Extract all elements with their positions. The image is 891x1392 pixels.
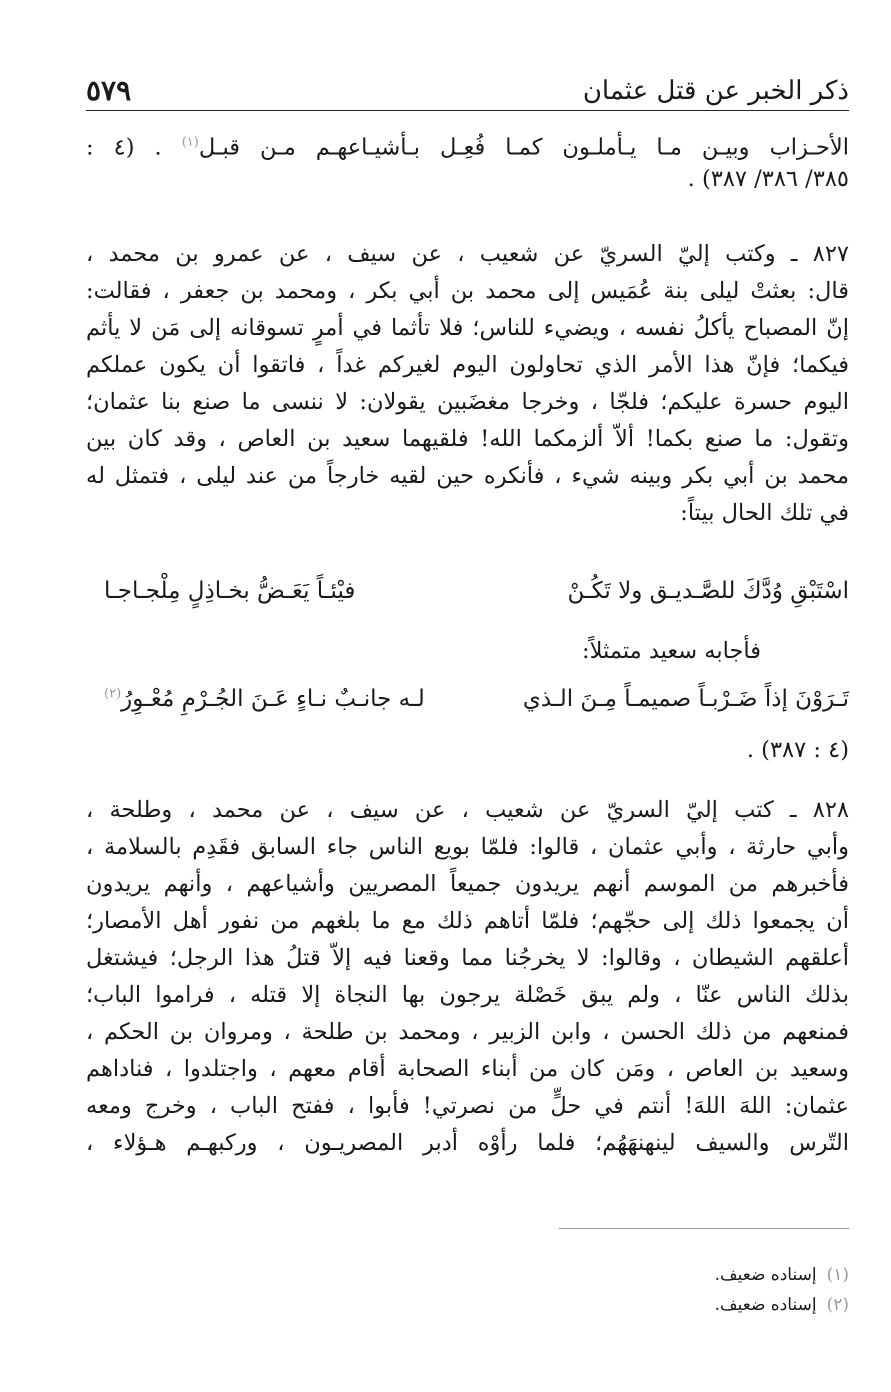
text-line: محمد بن أبي بكر وبينه شيء ، فأنكره حين لقيه خارجاً من عند ليلى ، فتمثل له <box>86 463 849 489</box>
footnote-text: إسناده ضعيف. <box>714 1265 817 1285</box>
footnote-number: (١) <box>826 1265 849 1285</box>
text-line: إنّ المصباح يأكلُ نفسه ، ويضيء للناس؛ فلا تأثما في أمرٍ تسوقانه إلى مَن لا يأثم <box>86 315 849 341</box>
verse-first-hemistich: تَـرَوْنَ إذاً ضَـرْبـاً صميمـاً مِـنَ الـذي <box>522 686 849 712</box>
page-number: ٥٧٩ <box>86 74 132 107</box>
footnote-text: إسناده ضعيف. <box>714 1295 817 1315</box>
text-line: أعلقهم الشيطان ، وقالوا: لا يخرجُنا مما وقعنا فيه إلاّ قتلُ هذا الرجل؛ فيشتغل <box>86 945 849 971</box>
text-line: ٨٢٧ ـ وكتب إليّ السريّ عن شعيب ، عن سيف ، عن عمرو بن محمد ، <box>86 241 849 267</box>
verse-line-1 <box>86 578 849 618</box>
text-line: وتقول: ما صنع بكما! ألاّ ألزمكما الله! فلقيهما سعيد بن العاص ، وقد كان بين <box>86 426 849 452</box>
footnote <box>715 1260 849 1290</box>
verse-second-hemistich: لـه جانـبٌ نـاءٍ عَـنَ الجُـرْمِ مُعْـوِرُ$^{(٢)}$ <box>104 686 425 712</box>
text-line: بذلك الناس عنّا ، ولم يبق خَصْلة يرجون بها النجاة إلا قتله ، فراموا الباب؛ <box>86 982 849 1008</box>
running-header <box>86 70 849 110</box>
text-line: في تلك الحال بيتاً: <box>680 500 849 526</box>
text-line: التّرس والسيف لينهنهَهُم؛ فلما رأوْه أدبر المصريـون ، وركبهـم هـؤلاء ، <box>86 1130 849 1156</box>
verse-reference <box>86 732 849 769</box>
text-line: ٣٨٥/ ٣٨٦/ ٣٨٧) . <box>687 166 849 192</box>
header-rule <box>86 110 849 111</box>
text-line: عثمان: اللهَ اللهَ! أنتم في حلٍّ من نصرتي! فأبوا ، ففتح الباب ، وخرج ومعه <box>86 1093 849 1119</box>
text-line: قال: بعثتْ ليلى بنة عُمَيس إلى محمد بن أبي بكر ، ومحمد بن جعفر ، فقالت: <box>86 278 849 304</box>
verse-intro: فأجابه سعيد متمثلاً: <box>582 638 761 664</box>
text-line: ٨٢٨ ـ كتب إليّ السريّ عن شعيب ، عن سيف ، عن محمد ، وطلحة ، <box>86 797 849 823</box>
footnotes <box>715 1260 849 1320</box>
footnote-number: (٢) <box>826 1295 849 1315</box>
text-line: وأبي حارثة ، وأبي عثمان ، قالوا: فلمّا بويع الناس جاء السابق فقَدِم بالسلامة ، <box>86 834 849 860</box>
paragraph-827 <box>86 236 849 532</box>
footnote-rule <box>559 1228 849 1229</box>
text-line: فأخبرهم من الموسم أنهم يريدون جميعاً المصريين وأشياعهم ، وأنهم يريدون <box>86 871 849 897</box>
verse-second-hemistich: فيْئـاً يَعَـضُّ بخـاذِلٍ مِلْجـاجـا <box>104 578 356 604</box>
verse-first-hemistich: اسْتَبْقِ وُدَّكَ للصَّـديـق ولا تَكُـنْ <box>567 578 849 604</box>
text-line: فمنعهم من ذلك الحسن ، وابن الزبير ، ومحمد بن طلحة ، ومروان بن الحكم ، <box>86 1019 849 1045</box>
verse-line-2 <box>86 686 849 726</box>
running-title: ذكر الخبر عن قتل عثمان <box>582 76 849 106</box>
top-paragraph <box>86 124 849 198</box>
text-line: أن يجمعوا ذلك إلى حجّهم؛ فلمّا أتاهم ذلك مع ما بلغهم من نفور أهل الأمصار؛ <box>86 908 849 934</box>
text-line: وسعيد بن العاص ، ومَن كان من أبناء الصحابة أقام معهم ، واجتلدوا ، فناداهم <box>86 1056 849 1082</box>
footnote <box>715 1290 849 1320</box>
text-line: فيكما؛ فإنّ هذا الأمر الذي تحاولون اليوم لغيركم غداً ، فاتقوا أن يكون عملكم <box>86 352 849 378</box>
paragraph-828 <box>86 792 849 1162</box>
text-line: الأحـزاب وبيـن مـا يـأملـون كمـا فُعِـل بـأشيـاعهـم مـن قبـل$^{(١)}$ . (٤ : <box>86 134 849 161</box>
footnote-marker: (١) <box>181 135 199 150</box>
text-line: اليوم حسرة عليكم؛ فلجّا ، وخرجا مغضَبين يقولان: لا ننسى ما صنع بنا عثمان؛ <box>86 389 849 415</box>
footnote-marker: (٢) <box>104 686 122 702</box>
text-line: (٤ : ٣٨٧) . <box>746 737 849 763</box>
